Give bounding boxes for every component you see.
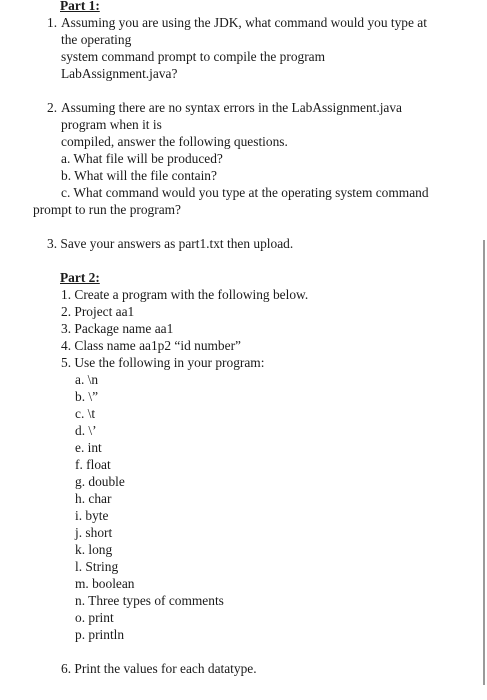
subitem-p: p. println	[75, 627, 125, 642]
subitem-l: l. String	[75, 559, 119, 574]
subitem-b: b. \”	[75, 389, 99, 404]
subitem-a: a. \n	[75, 372, 99, 387]
part2-item-6: 6. Print the values for each datatype.	[61, 661, 257, 676]
subitem-i: i. byte	[75, 508, 109, 523]
question-2-line-2: program when it is	[61, 117, 162, 132]
question-1-line-3: system command prompt to compile the program	[61, 49, 326, 64]
question-1-line-4: LabAssignment.java?	[61, 66, 178, 81]
subitem-d: d. \’	[75, 423, 97, 438]
question-2-sub-a: a. What file will be produced?	[61, 151, 223, 166]
subitem-n: n. Three types of comments	[75, 593, 224, 608]
subitem-h: h. char	[75, 491, 112, 506]
question-2-sub-c: c. What command would you type at the operating system command	[61, 185, 429, 200]
question-2-line-1: Assuming there are no syntax errors in the LabAssignment.java	[61, 100, 403, 115]
subitem-o: o. print	[75, 610, 114, 625]
part2-item-3: 3. Package name aa1	[61, 321, 174, 336]
part2-item-4: 4. Class name aa1p2 “id number”	[61, 338, 241, 353]
part2-item-1: 1. Create a program with the following below.	[61, 287, 309, 302]
subitem-j: j. short	[75, 525, 113, 540]
part2-item-5: 5. Use the following in your program:	[61, 355, 265, 370]
part2-item-2: 2. Project aa1	[61, 304, 135, 319]
part1-heading: Part 1:	[60, 0, 100, 13]
vertical-scrollbar[interactable]	[483, 240, 485, 685]
subitem-c: c. \t	[75, 406, 96, 421]
part2-heading: Part 2:	[60, 270, 100, 285]
question-2-line-3: compiled, answer the following questions.	[61, 134, 288, 149]
subitem-e: e. int	[75, 440, 102, 455]
question-3: 3. Save your answers as part1.txt then upload.	[47, 236, 294, 251]
subitem-g: g. double	[75, 474, 125, 489]
question-1-number: 1.	[47, 15, 58, 30]
question-1-line-2: the operating	[61, 32, 132, 47]
subitem-k: k. long	[75, 542, 113, 557]
question-2-sub-c-continued: prompt to run the program?	[33, 202, 182, 217]
subitem-m: m. boolean	[75, 576, 135, 591]
question-2-number: 2.	[47, 100, 58, 115]
question-2-sub-b: b. What will the file contain?	[61, 168, 217, 183]
question-1-line-1: Assuming you are using the JDK, what command would you type at	[61, 15, 427, 30]
subitem-f: f. float	[75, 457, 111, 472]
